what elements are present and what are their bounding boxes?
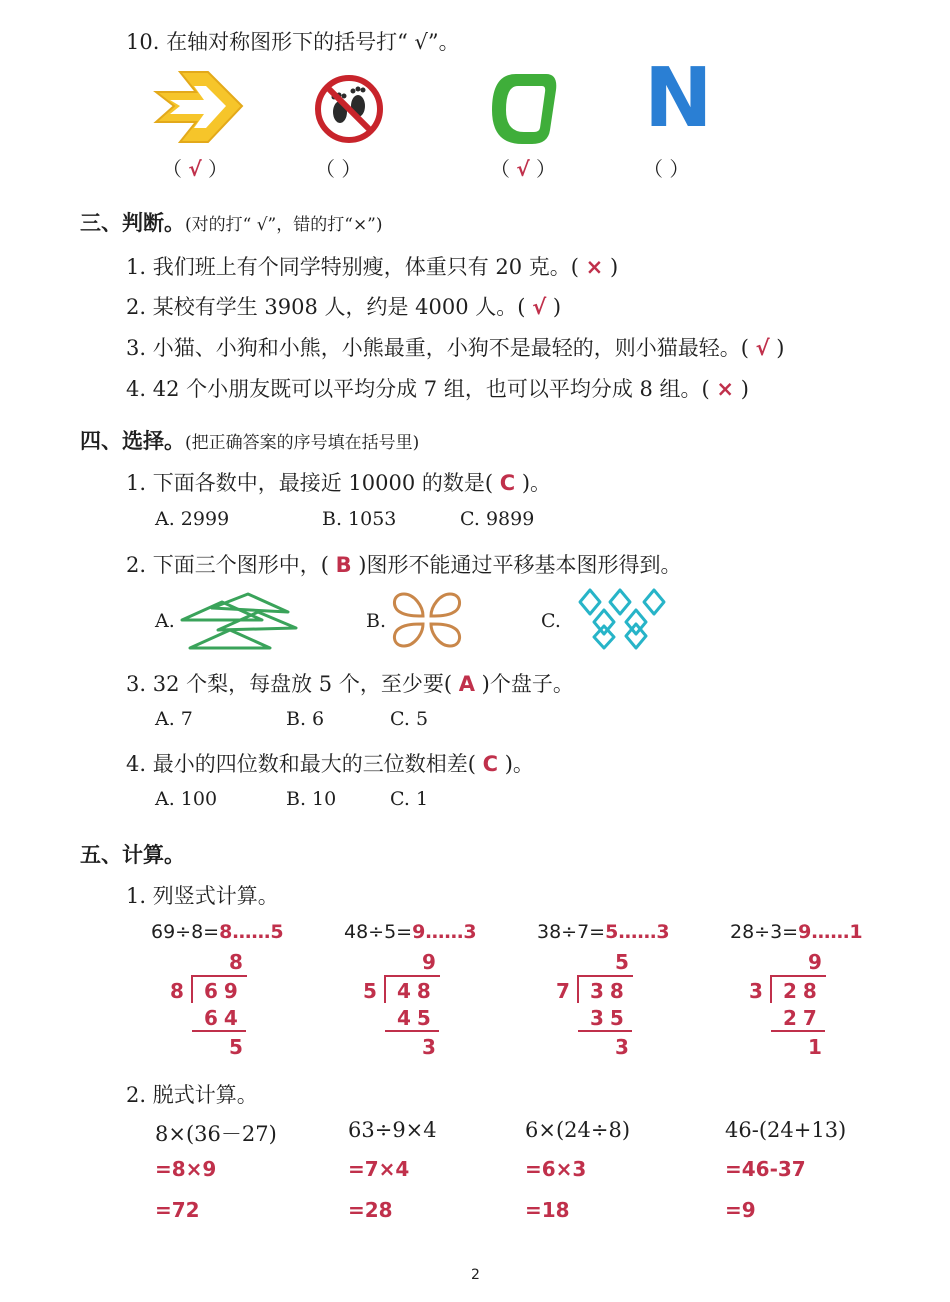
- division-2-quotient: 9: [422, 950, 442, 974]
- arrow-shape-icon: [150, 66, 250, 148]
- choice-heading: 四、选择。(把正确答案的序号填在括号里): [80, 429, 420, 453]
- q10-paren-4: （ ）: [643, 157, 690, 181]
- choice-q1-option-c: C. 9899: [460, 508, 535, 530]
- division-2-equation: 48÷5=9……3: [344, 921, 477, 943]
- division-1-rule: [192, 1030, 246, 1032]
- hearts-figure-icon: [390, 586, 464, 654]
- step-1-line-2: =72: [155, 1198, 200, 1222]
- division-4-quotient: 9: [808, 950, 828, 974]
- step-3-line-2: =18: [525, 1198, 570, 1222]
- judge-heading: 三、判断。(对的打“ √”，错的打“×”): [80, 211, 383, 235]
- step-3-expression: 6×(24÷8): [525, 1118, 631, 1142]
- choice-q2-label-b: B.: [366, 610, 387, 632]
- choice-q3-option-b: B. 6: [286, 708, 325, 730]
- calc-sub2: 2. 脱式计算。: [126, 1083, 258, 1107]
- letter-n-shape: N: [644, 51, 713, 146]
- calc-heading: 五、计算。: [80, 843, 185, 867]
- calc-sub1: 1. 列竖式计算。: [126, 884, 279, 908]
- step-4-expression: 46-(24+13): [725, 1118, 847, 1142]
- division-3-remainder: 3: [615, 1035, 635, 1059]
- q10-paren-2: （ ）: [315, 157, 362, 181]
- judge-item-4: 4. 42 个小朋友既可以平均分成 7 组，也可以平均分成 8 组。( × ): [126, 377, 749, 401]
- division-1-dividend: 69: [204, 979, 244, 1003]
- division-2-rule: [385, 1030, 439, 1032]
- division-4-dividend: 28: [783, 979, 823, 1003]
- step-2-expression: 63÷9×4: [348, 1118, 437, 1142]
- choice-q1-option-a: A. 2999: [155, 508, 230, 530]
- choice-q4-option-a: A. 100: [155, 788, 218, 810]
- division-3-product: 35: [590, 1006, 630, 1030]
- choice-q4-option-c: C. 1: [390, 788, 429, 810]
- division-4-rule: [771, 1030, 825, 1032]
- division-4-divisor: 3: [749, 979, 769, 1003]
- choice-q4: 4. 最小的四位数和最大的三位数相差( C )。: [126, 752, 534, 776]
- step-1-line-1: =8×9: [155, 1157, 217, 1181]
- choice-q3-option-c: C. 5: [390, 708, 429, 730]
- choice-q3-option-a: A. 7: [155, 708, 193, 730]
- division-1-equation: 69÷8=8……5: [151, 921, 284, 943]
- q10-title: 10. 在轴对称图形下的括号打“ √”。: [126, 30, 460, 54]
- choice-q1-option-b: B. 1053: [322, 508, 397, 530]
- choice-q2-label-c: C.: [541, 610, 561, 632]
- choice-q2: 2. 下面三个图形中，( B )图形不能通过平移基本图形得到。: [126, 553, 682, 577]
- division-4-product: 27: [783, 1006, 823, 1030]
- division-2-dividend: 48: [397, 979, 437, 1003]
- division-1-product: 64: [204, 1006, 244, 1030]
- step-2-line-1: =7×4: [348, 1157, 410, 1181]
- no-walking-sign-icon: [312, 72, 386, 146]
- division-2-remainder: 3: [422, 1035, 442, 1059]
- choice-q1: 1. 下面各数中，最接近 10000 的数是( C )。: [126, 471, 552, 495]
- division-3-quotient: 5: [615, 950, 635, 974]
- division-1-divisor: 8: [170, 979, 190, 1003]
- division-3-dividend: 38: [590, 979, 630, 1003]
- division-4-equation: 28÷3=9……1: [730, 921, 863, 943]
- step-3-line-1: =6×3: [525, 1157, 587, 1181]
- diamonds-figure-icon: [574, 586, 670, 652]
- judge-item-3: 3. 小猫、小狗和小熊，小熊最重，小狗不是最轻的，则小猫最轻。( √ ): [126, 336, 785, 360]
- step-2-line-2: =28: [348, 1198, 393, 1222]
- division-3-divisor: 7: [556, 979, 576, 1003]
- judge-item-1: 1. 我们班上有个同学特别瘦，体重只有 20 克。( × ): [126, 255, 619, 279]
- division-1-quotient: 8: [229, 950, 249, 974]
- triangles-figure-icon: [178, 590, 300, 652]
- choice-q3: 3. 32 个梨，每盘放 5 个，至少要( A )个盘子。: [126, 672, 574, 696]
- judge-item-2: 2. 某校有学生 3908 人，约是 4000 人。( √ ): [126, 295, 562, 319]
- division-3-equation: 38÷7=5……3: [537, 921, 670, 943]
- page-number: 2: [471, 1267, 480, 1283]
- division-3-rule: [578, 1030, 632, 1032]
- division-2-product: 45: [397, 1006, 437, 1030]
- choice-q4-option-b: B. 10: [286, 788, 337, 810]
- division-2-divisor: 5: [363, 979, 383, 1003]
- q10-paren-3: （ √ ）: [490, 157, 557, 181]
- step-1-expression: 8×(36－27): [155, 1122, 277, 1146]
- letter-d-shape-icon: [486, 70, 562, 148]
- step-4-line-1: =46-37: [725, 1157, 806, 1181]
- q10-paren-1: （ √ ）: [162, 157, 229, 181]
- step-4-line-2: =9: [725, 1198, 756, 1222]
- division-1-remainder: 5: [229, 1035, 249, 1059]
- choice-q2-label-a: A.: [155, 610, 175, 632]
- division-4-remainder: 1: [808, 1035, 828, 1059]
